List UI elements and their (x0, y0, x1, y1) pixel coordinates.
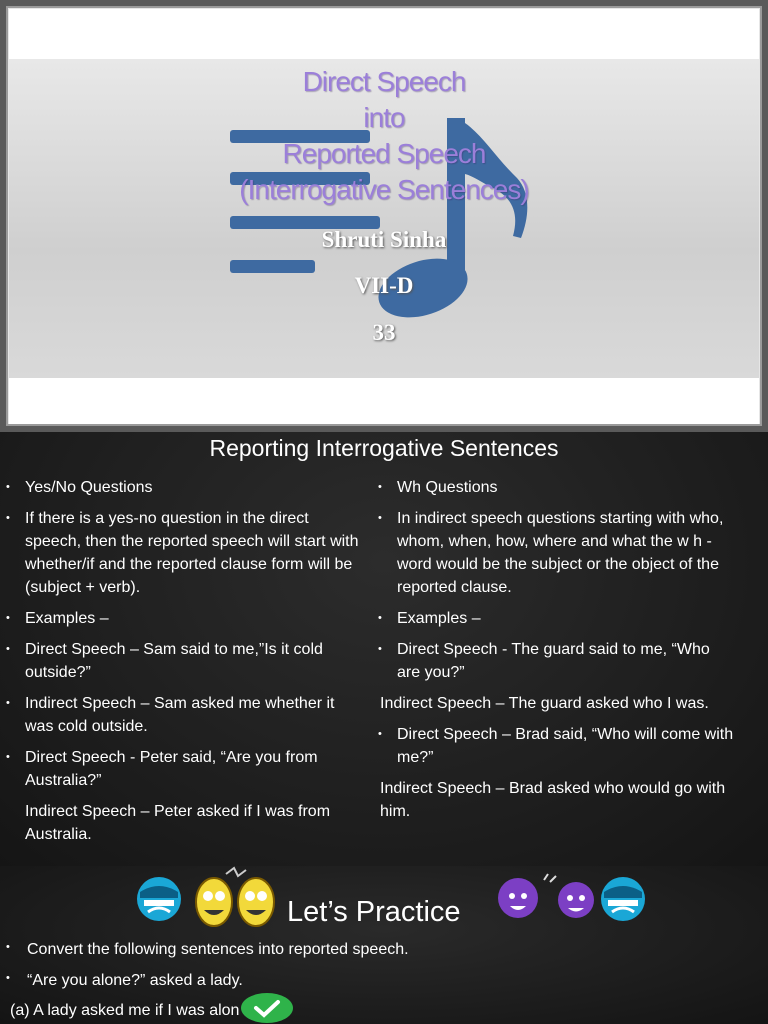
list-item: Indirect Speech – Brad asked who would go with him. (380, 780, 726, 820)
title-line-2: into (363, 102, 405, 133)
practice-item: • Convert the following sentences into reported speech. (0, 941, 409, 959)
checkmark-icon (240, 992, 294, 1024)
list-item: • Direct Speech – Brad said, “Who will come with me?” (378, 723, 734, 769)
title-line-4: (Interrogative Sentences) (239, 174, 529, 205)
list-item: Indirect Speech – The guard asked who I was. (380, 695, 709, 712)
emoji-icon (134, 874, 184, 924)
title-line-1: Direct Speech (302, 66, 466, 97)
emoji-icon (598, 874, 648, 924)
left-column (6, 476, 360, 854)
high-five-emoji-icon (190, 866, 282, 936)
practice-answer: (a) A lady asked me if I was alon (10, 1002, 240, 1019)
list-item: Indirect Speech – Peter asked if I was from Australia. (25, 803, 331, 843)
class-section: VII-D (354, 273, 414, 298)
list-item: • In indirect speech questions starting with who, whom, when, how, where and what the w h -word would be the subject or the object of the reported clause. (378, 507, 734, 599)
list-item: • Indirect Speech – Sam asked me whether it was cold outside. (6, 692, 360, 738)
list-item: • Examples – (378, 607, 734, 630)
list-item: • If there is a yes-no question in the direct speech, then the reported speech will start with whether/if and the reported clause form will be (subject + verb). (6, 507, 360, 599)
celebration-emoji-icon (494, 870, 602, 930)
top-white-band (9, 9, 759, 59)
content-slide (0, 432, 768, 866)
list-item: • Direct Speech - Peter said, “Are you from Australia?” (6, 746, 360, 792)
author-name: Shruti Sinha (321, 227, 447, 252)
list-item: • Direct Speech – Sam said to me,”Is it cold outside?” (6, 638, 360, 684)
list-item: • Wh Questions (378, 476, 734, 499)
roll-number: 33 (372, 320, 396, 345)
title-slide (0, 0, 768, 432)
bottom-white-band (9, 378, 759, 424)
slide-title: Reporting Interrogative Sentences (209, 435, 559, 461)
list-item: • Direct Speech - The guard said to me, “Who are you?” (378, 638, 734, 684)
title-line-3: Reported Speech (282, 138, 486, 169)
list-item: • Examples – (6, 607, 360, 630)
list-item: • Yes/No Questions (6, 476, 360, 499)
practice-slide (0, 866, 768, 1024)
practice-title: Let’s Practice (287, 896, 461, 928)
right-column (378, 476, 734, 831)
practice-item: • “Are you alone?” asked a lady. (0, 972, 243, 990)
